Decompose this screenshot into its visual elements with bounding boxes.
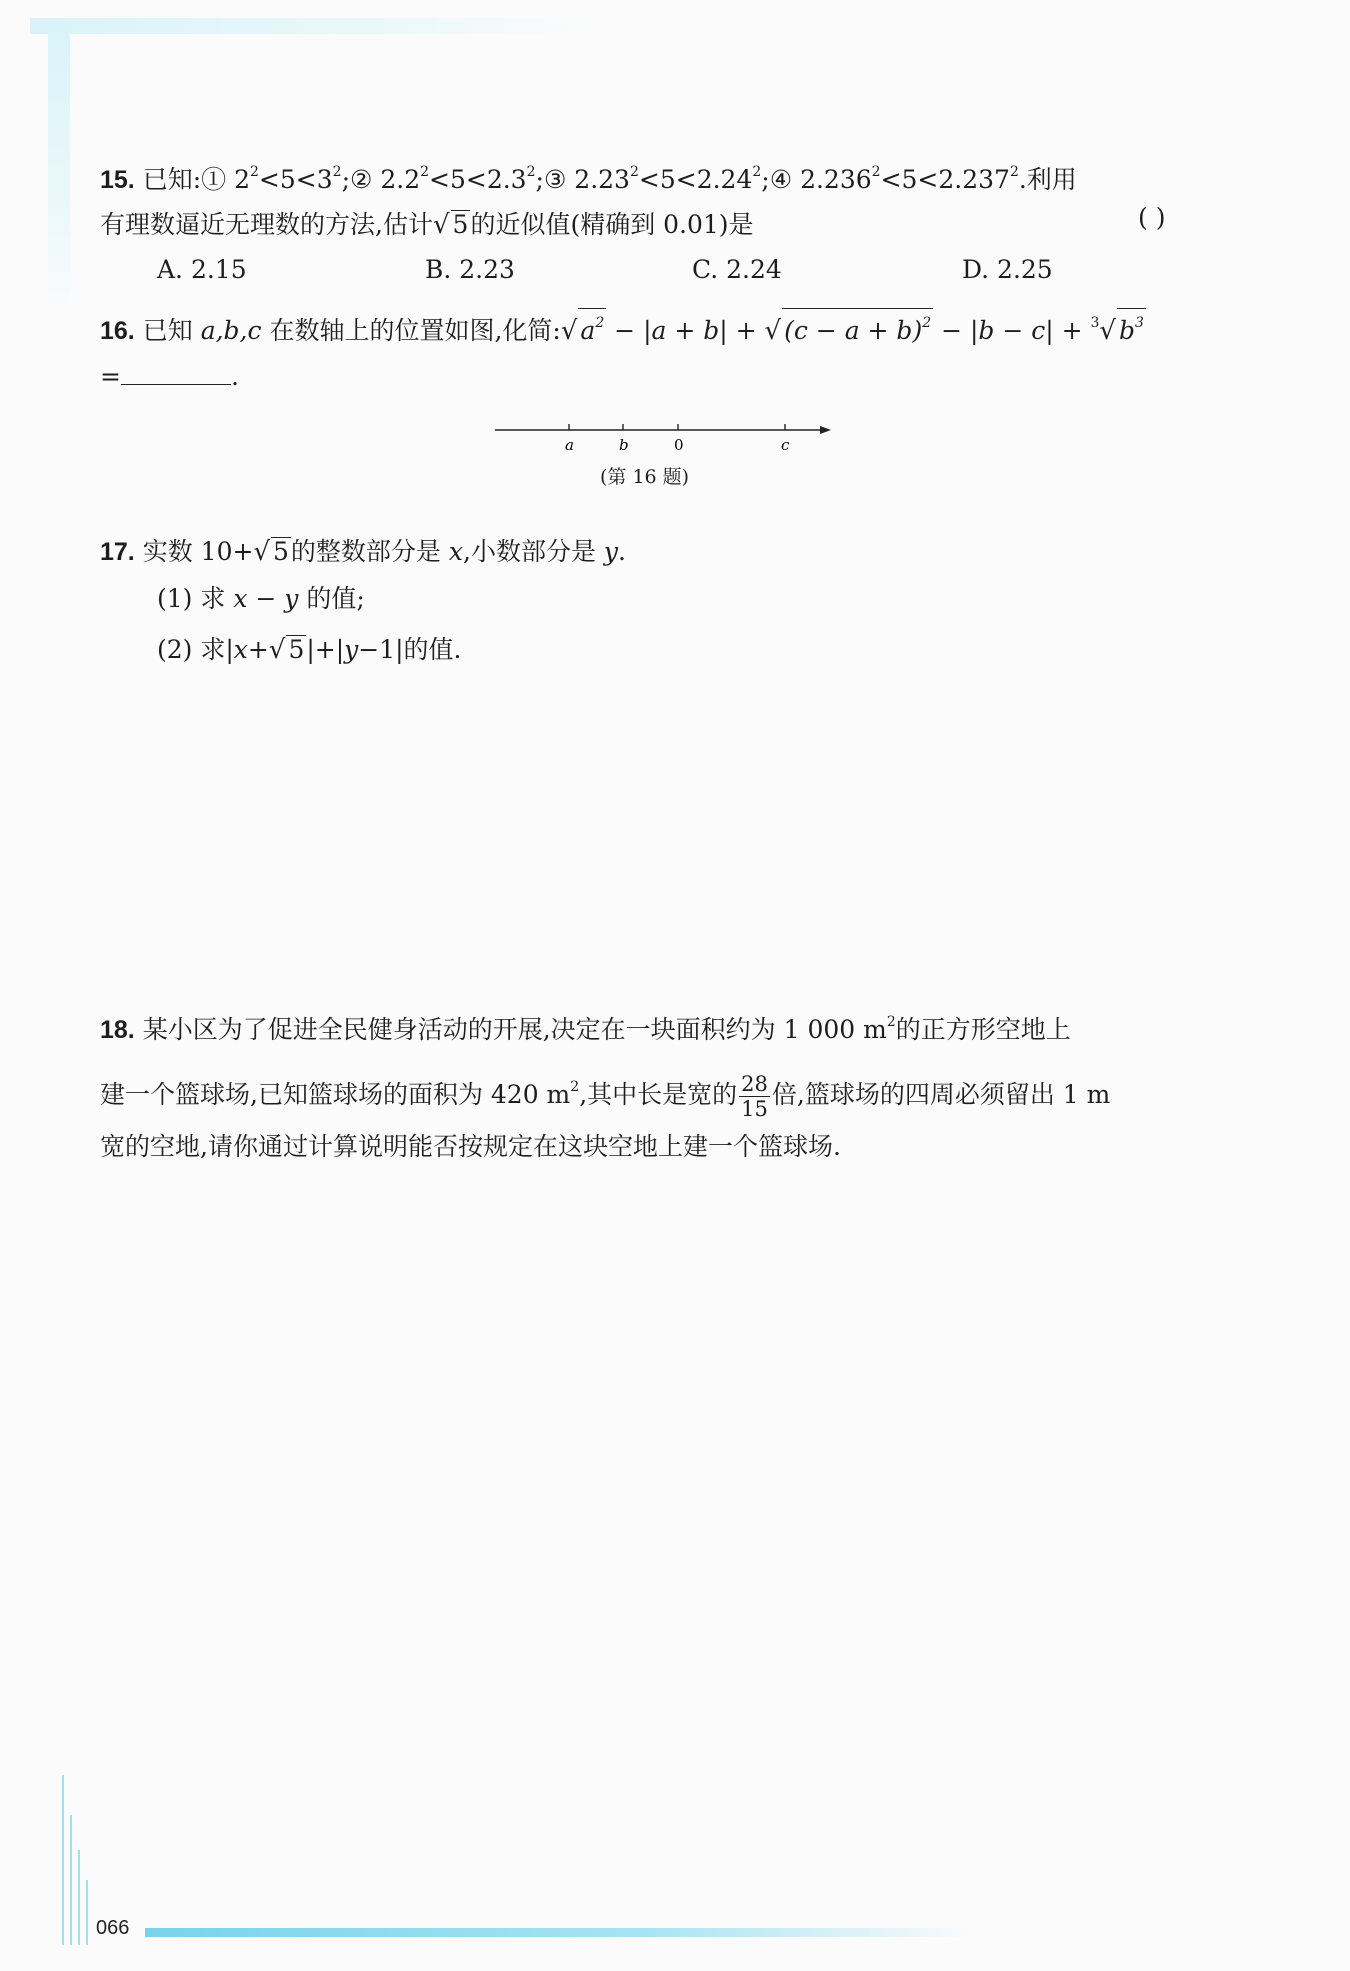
q16-text: 在数轴上的位置如图,化简:	[269, 316, 561, 345]
q17-text: .	[618, 537, 626, 566]
q16-line2	[100, 352, 1230, 402]
sqrt-sign: √	[268, 635, 286, 665]
radicand	[1117, 308, 1146, 345]
q15-line2	[100, 200, 1230, 250]
radicand: 5	[452, 210, 469, 239]
superscript: 2	[629, 164, 639, 180]
q18-text: 倍,篮球场的四周必须留出 1 m	[771, 1080, 1111, 1109]
var-x: x	[448, 537, 463, 566]
corner-band-vertical	[48, 18, 70, 318]
q16-expr: − |b − c| +	[933, 316, 1091, 345]
footer-line	[70, 1815, 72, 1945]
superscript: 2	[570, 1079, 580, 1095]
superscript: 2	[886, 1014, 896, 1030]
superscript: 2	[752, 164, 762, 180]
radicand	[578, 308, 606, 345]
sqrt-sign: √	[764, 316, 782, 346]
q17-part2	[157, 625, 462, 675]
figure-caption: (第 16 题)	[600, 466, 690, 488]
sqrt-sign: √	[560, 316, 578, 346]
superscript: 2	[420, 164, 430, 180]
answer-paren: ( )	[1138, 203, 1166, 232]
q18-text: 的正方形空地上	[895, 1015, 1071, 1044]
radicand: 5	[288, 635, 305, 664]
sqrt-sign: √	[253, 537, 271, 567]
q17-part2-text: |+|	[306, 635, 345, 664]
var-y: y	[344, 635, 359, 664]
radicand: 5	[273, 537, 289, 566]
q16-vars: a,b,c	[200, 316, 262, 345]
radicand-expr: (c − a + b)	[784, 316, 923, 345]
label-b: b	[619, 436, 629, 454]
q17-part2-label: (2) 求|	[157, 635, 234, 664]
footer-line	[62, 1775, 64, 1945]
sqrt-sign: √	[432, 210, 450, 240]
q17-part1-expr: x − y	[233, 584, 299, 613]
q17-line1	[100, 527, 1230, 577]
superscript: 2	[332, 164, 342, 180]
q17-part1	[157, 574, 365, 624]
label-c: c	[781, 436, 790, 454]
radicand	[782, 308, 933, 345]
footer-decoration-lines	[62, 1775, 92, 1945]
q15-text: 的近似值(精确到 0.01)是	[470, 210, 754, 239]
superscript: 2	[250, 164, 259, 180]
q16-text: 已知	[142, 316, 193, 345]
superscript: 2	[871, 164, 881, 180]
q15-text: ;② 2.2	[341, 165, 421, 194]
q17-part1-text: 的值;	[306, 584, 365, 613]
q15-text: 已知:① 2	[142, 165, 250, 194]
superscript: 2	[526, 164, 536, 180]
label-a: a	[565, 436, 574, 454]
q18-line3	[100, 1122, 1230, 1172]
cbrt-sign: √	[1099, 316, 1116, 346]
fraction	[739, 1072, 770, 1121]
cbrt-index: 3	[1090, 315, 1100, 331]
q15-text: ;④ 2.236	[761, 165, 872, 194]
equals-sign: =	[100, 362, 121, 391]
q15-text: ;③ 2.23	[535, 165, 630, 194]
fraction-numerator: 28	[741, 1072, 768, 1096]
q15-text: <5<2.3	[429, 165, 527, 194]
q17-text: 实数 10+	[142, 537, 254, 566]
q15-text: 有理数逼近无理数的方法,估计	[100, 210, 433, 239]
var-x: x	[233, 635, 248, 664]
period: .	[230, 362, 239, 391]
fraction-denominator: 15	[741, 1097, 768, 1121]
q18-number: 18.	[100, 1016, 135, 1044]
page-number: 066	[96, 1917, 130, 1939]
option-c[interactable]: C. 2.24	[692, 255, 782, 284]
superscript: 3	[1135, 315, 1144, 331]
radicand-var: b	[1119, 316, 1136, 345]
arrow-head-icon	[820, 426, 831, 434]
q17-text: ,小数部分是	[463, 537, 596, 566]
q15-number: 15.	[100, 166, 135, 194]
q16-expr: − |a + b| +	[606, 316, 765, 345]
q17-part2-text: −1|的值.	[358, 635, 462, 664]
superscript: 2	[922, 315, 932, 331]
label-zero: 0	[674, 436, 684, 454]
q18-text: 宽的空地,请你通过计算说明能否按规定在这块空地上建一个篮球场.	[100, 1132, 841, 1161]
radicand-var: a	[580, 316, 596, 345]
q18-line1	[100, 997, 1230, 1055]
corner-band-horizontal	[30, 18, 590, 34]
option-b[interactable]: B. 2.23	[425, 255, 515, 284]
footer-line	[86, 1880, 88, 1945]
plus-sign: +	[247, 635, 269, 664]
answer-blank[interactable]	[121, 362, 231, 385]
q15-text: .利用	[1018, 165, 1077, 194]
q18-text: 建一个篮球场,已知篮球场的面积为 420 m	[100, 1080, 571, 1109]
q17-text: 的整数部分是	[290, 537, 441, 566]
q15-text: <5<2.237	[880, 165, 1010, 194]
superscript: 2	[1009, 164, 1019, 180]
footer-bar	[145, 1928, 975, 1937]
q18-line2	[100, 1062, 1230, 1121]
q16-number: 16.	[100, 317, 135, 345]
option-d[interactable]: D. 2.25	[962, 255, 1053, 284]
superscript: 2	[595, 315, 605, 331]
q15-text: <5<3	[258, 165, 333, 194]
footer-line	[78, 1850, 80, 1945]
q15-text: <5<2.24	[638, 165, 753, 194]
q18-text: 某小区为了促进全民健身活动的开展,决定在一块面积约为 1 000 m	[142, 1015, 887, 1044]
q18-text: ,其中长是宽的	[579, 1080, 738, 1109]
q17-part1-label: (1) 求	[157, 584, 226, 613]
option-a[interactable]: A. 2.15	[157, 255, 247, 284]
q15-line1	[100, 147, 1230, 205]
q17-number: 17.	[100, 538, 135, 566]
q16-line1	[100, 298, 1230, 356]
var-y: y	[603, 537, 619, 566]
